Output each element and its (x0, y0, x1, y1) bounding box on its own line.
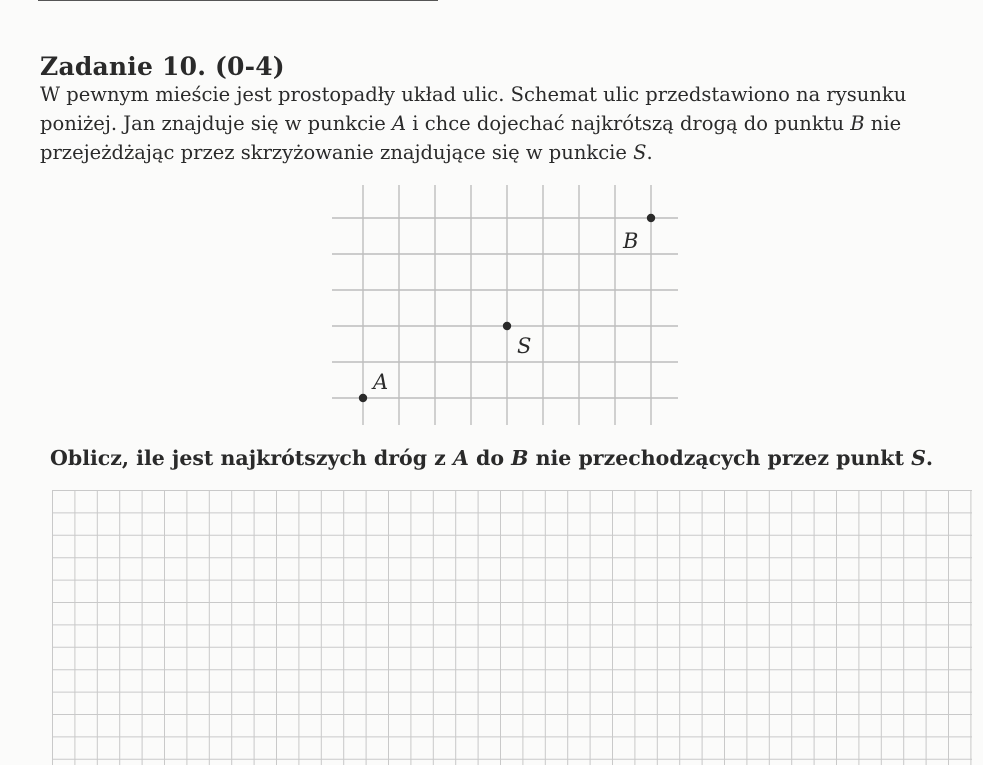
text-run: nie (864, 112, 902, 135)
paragraph-line (40, 138, 970, 167)
point-variable: B (511, 446, 529, 470)
task-question (50, 446, 933, 470)
text-run: W pewnym mieście jest prostopadły układ ulic. Schemat ulic przedstawiono na rysunku (40, 83, 907, 106)
paragraph-line (40, 109, 970, 138)
answer-grid (52, 490, 974, 765)
point-variable: A (452, 446, 469, 470)
point-variable: B (850, 112, 865, 135)
point-a-dot (359, 394, 367, 402)
text-run: . (646, 141, 653, 164)
paragraph-line (40, 80, 970, 109)
text-run: poniżej. Jan znajduje się w punkcie (40, 112, 392, 135)
top-rule (38, 0, 438, 1)
text-run: nie przechodzących przez punkt (528, 446, 912, 470)
text-run: do (468, 446, 512, 470)
street-grid-diagram (332, 185, 682, 435)
point-b-label: B (623, 229, 639, 253)
task-description (40, 80, 970, 167)
text-run: . (925, 446, 934, 470)
text-run: i chce dojechać najkrótszą drogą do punktu (406, 112, 851, 135)
point-variable: A (392, 112, 407, 135)
point-s-label: S (517, 334, 532, 358)
point-a-label: A (373, 370, 389, 394)
text-run: przejeżdżając przez skrzyżowanie znajdujące się w punkcie (40, 141, 634, 164)
task-title: Zadanie 10. (0-4) (40, 52, 285, 81)
point-variable: S (633, 141, 647, 164)
point-b-dot (647, 214, 655, 222)
point-s-dot (503, 322, 511, 330)
point-variable: S (911, 446, 926, 470)
text-run: Oblicz, ile jest najkrótszych dróg z (50, 446, 453, 470)
